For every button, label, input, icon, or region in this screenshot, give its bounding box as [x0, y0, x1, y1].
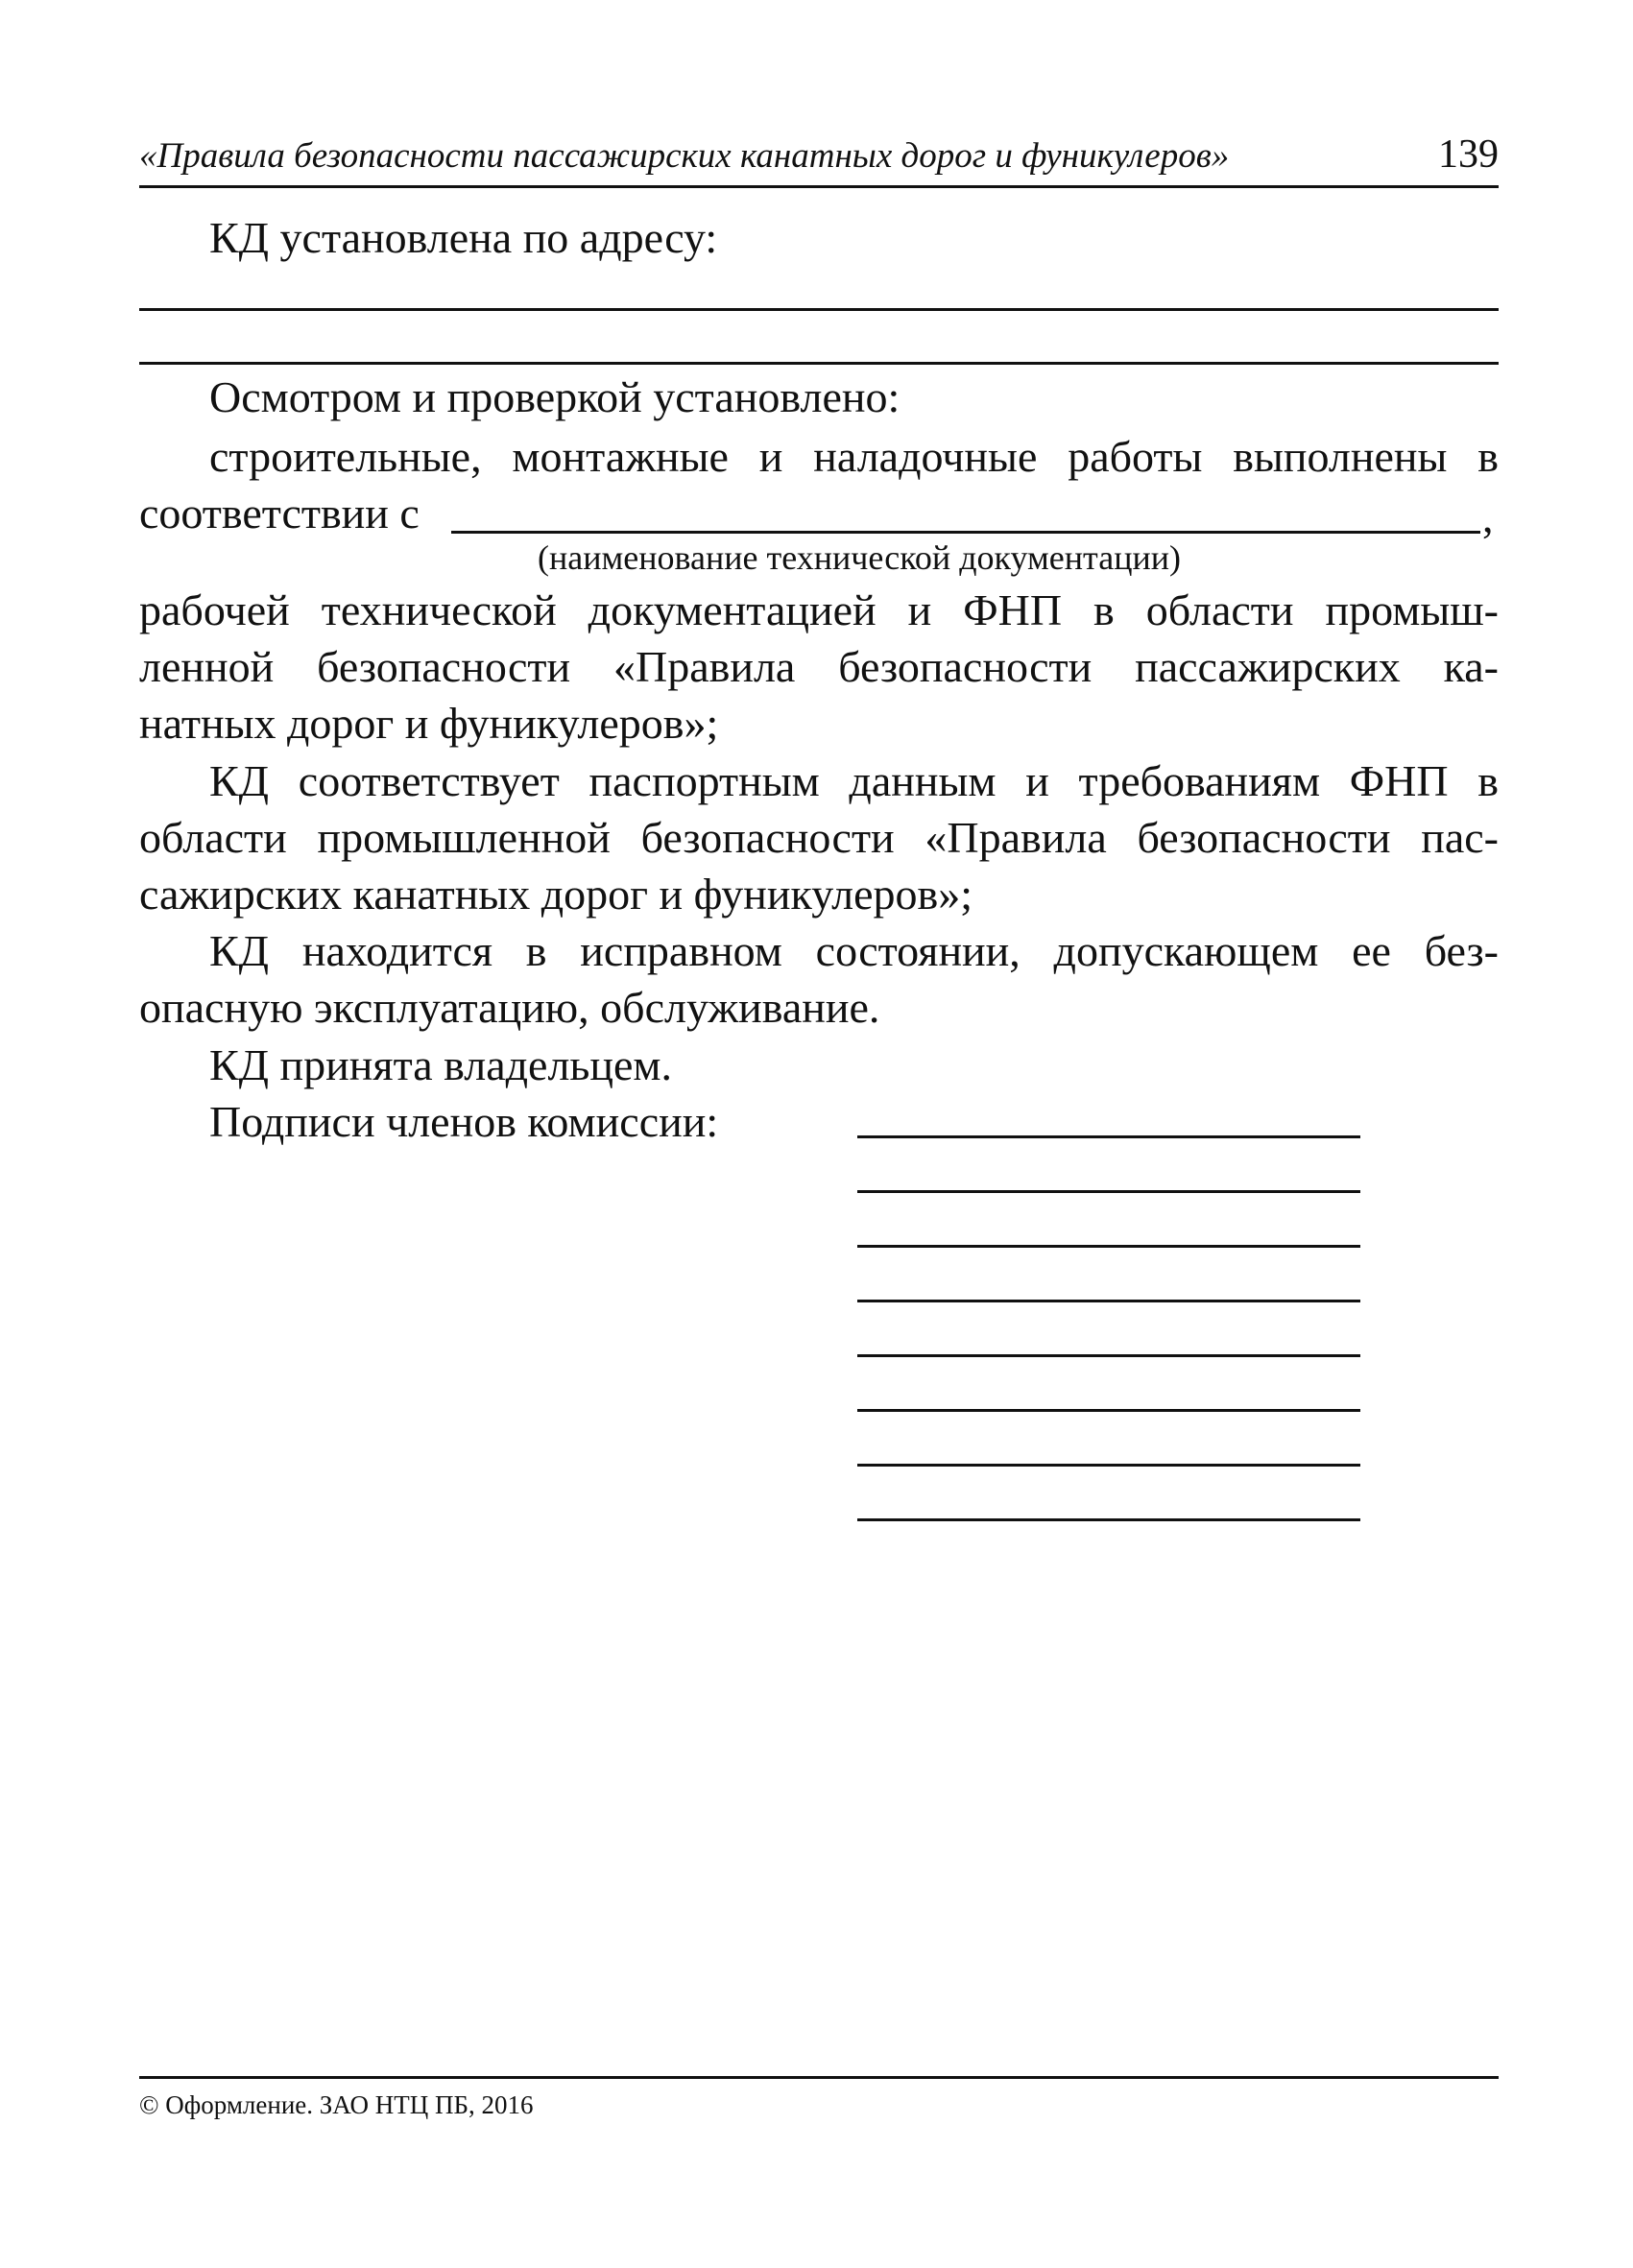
signature-line-1[interactable]: [857, 1135, 1360, 1138]
address-blank-line-2[interactable]: [139, 362, 1499, 365]
condition-line-1: КД находится в исправном состоянии, допускающем ее без-: [209, 926, 1499, 975]
accepted-statement: КД принята владельцем.: [209, 1040, 673, 1089]
footer-copyright: © Оформление. ЗАО НТЦ ПБ, 2016: [139, 2090, 534, 2119]
address-label: КД установлена по адресу:: [209, 213, 718, 262]
footer-divider: [139, 2076, 1499, 2079]
signature-line-7[interactable]: [857, 1464, 1360, 1467]
signatures-label: Подписи членов комиссии:: [209, 1097, 719, 1146]
works-line-2-prefix: соответствии с: [139, 489, 420, 537]
signature-line-2[interactable]: [857, 1190, 1360, 1193]
works-line-4: ленной безопасности «Правила безопасности пассажирских ка-: [139, 642, 1499, 691]
inspection-intro: Осмотром и проверкой установлено:: [209, 372, 901, 421]
signature-line-8[interactable]: [857, 1518, 1360, 1521]
works-line-2-comma: ,: [1482, 492, 1494, 541]
signature-line-3[interactable]: [857, 1245, 1360, 1248]
signature-line-6[interactable]: [857, 1409, 1360, 1412]
works-line-5: натных дорог и фуникулеров»;: [139, 699, 719, 748]
compliance-line-1: КД соответствует паспортным данным и требованиям ФНП в: [209, 756, 1499, 805]
running-header: [139, 130, 1499, 188]
signature-line-4[interactable]: [857, 1300, 1360, 1302]
condition-line-2: опасную эксплуатацию, обслуживание.: [139, 983, 880, 1032]
address-blank-line-1[interactable]: [139, 308, 1499, 311]
compliance-line-2: области промышленной безопасности «Правила безопасности пас-: [139, 813, 1499, 862]
works-line-3: рабочей технической документацией и ФНП в области промыш-: [139, 585, 1499, 634]
compliance-line-3: сажирских канатных дорог и фуникулеров»;: [139, 870, 973, 919]
tech-doc-caption: (наименование технической документации): [538, 538, 1181, 577]
page-number: 139: [1438, 132, 1499, 177]
tech-doc-blank-line[interactable]: [451, 531, 1480, 534]
signature-line-5[interactable]: [857, 1354, 1360, 1357]
header-title: «Правила безопасности пассажирских канатных дорог и фуникулеров»: [139, 136, 1230, 176]
works-line-1: строительные, монтажные и наладочные работы выполнены в: [209, 432, 1499, 481]
